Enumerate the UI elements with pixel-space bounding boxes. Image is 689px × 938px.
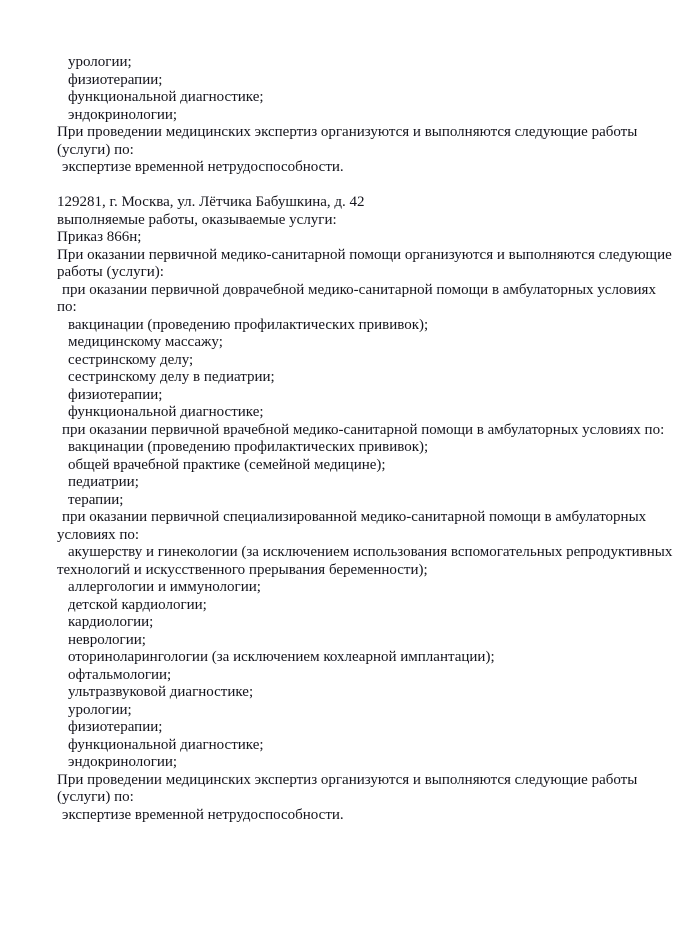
text-line: урологии; (68, 701, 132, 718)
text-line: вакцинации (проведению профилактических прививок); (68, 439, 429, 455)
text-line: При проведении медицинских экспертиз организуются и выполняются следующие работы (57, 771, 638, 788)
text-line: функциональной диагностике; (68, 736, 264, 753)
text-line: работы (услуги): (57, 264, 164, 280)
document-body (57, 54, 673, 824)
text-line: экспертизе временной нетрудоспособности. (62, 159, 344, 175)
text-line: офтальмологии; (68, 666, 172, 683)
text-line: медицинскому массажу; (68, 334, 223, 350)
text-line: кардиологии; (68, 614, 154, 630)
text-line: терапии; (68, 491, 124, 508)
text-line: сестринскому делу; (68, 351, 194, 368)
text-line: аллергологии и иммунологии; (68, 579, 261, 595)
text-line: 129281, г. Москва, ул. Лётчика Бабушкина, д. 42 (57, 194, 365, 210)
text-line: неврологии; (68, 631, 146, 648)
text-line: вакцинации (проведению профилактических прививок); (68, 316, 429, 333)
text-line: общей врачебной практике (семейной медицине); (68, 456, 386, 473)
text-line: урологии; (68, 54, 132, 70)
text-line: Приказ 866н; (57, 229, 142, 245)
text-line: сестринскому делу в педиатрии; (68, 369, 275, 385)
blank-line (57, 177, 669, 195)
text-line: акушерству и гинекологии (за исключением использования вспомогательных репродуктивных (68, 544, 673, 560)
text-line: при оказании первичной специализированной медико-санитарной помощи в амбулаторных (62, 509, 647, 525)
text-line: При проведении медицинских экспертиз организуются и выполняются следующие работы (57, 124, 638, 140)
text-line: физиотерапии; (68, 386, 163, 403)
text-line: условиях по: (57, 526, 140, 543)
text-line: выполняемые работы, оказываемые услуги: (57, 211, 337, 228)
text-line: физиотерапии; (68, 719, 163, 735)
text-line: функциональной диагностике; (68, 404, 264, 420)
text-line: (услуги) по: (57, 789, 134, 805)
text-line: экспертизе временной нетрудоспособности. (62, 806, 344, 823)
text-line: оториноларингологии (за исключением кохлеарной имплантации); (68, 649, 495, 665)
text-line: При оказании первичной медико-санитарной помощи организуются и выполняются следующие (57, 246, 672, 263)
text-line: детской кардиологии; (68, 596, 207, 613)
text-line: педиатрии; (68, 474, 139, 490)
text-line: технологий и искусственного прерывания беременности); (57, 561, 428, 578)
text-line: эндокринологии; (68, 106, 178, 123)
text-line: физиотерапии; (68, 71, 163, 88)
text-line: по: (57, 299, 77, 315)
text-line: при оказании первичной врачебной медико-санитарной помощи в амбулаторных условиях по: (62, 421, 665, 438)
text-line: (услуги) по: (57, 141, 134, 158)
text-line: ультразвуковой диагностике; (68, 684, 254, 700)
text-line: эндокринологии; (68, 754, 178, 770)
text-line: функциональной диагностике; (68, 89, 264, 105)
text-line: при оказании первичной доврачебной медико-санитарной помощи в амбулаторных условиях (62, 281, 656, 298)
